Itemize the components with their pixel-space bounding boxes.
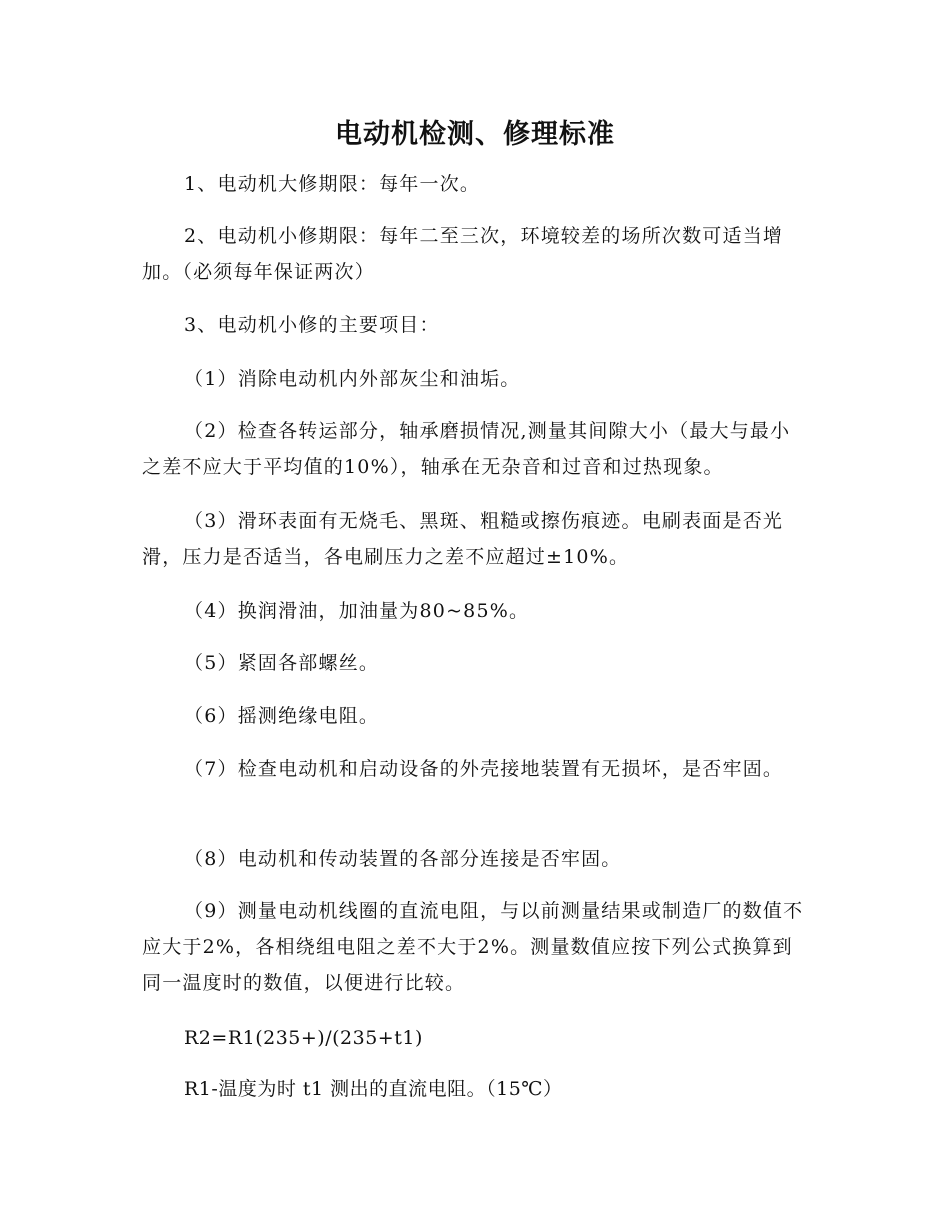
item-8: （8）电动机和传动装置的各部分连接是否牢固。 [184,848,622,870]
paragraph-1: 1、电动机大修期限：每年一次。 [184,173,481,195]
item-3: （3）滑环表面有无烧毛、黑斑、粗糙或擦伤痕迹。电刷表面是否光滑，压力是否适当，各电刷压力之差不应超过±10%。 [142,510,784,568]
item-2: （2）检查各转运部分，轴承磨损情况,测量其间隙大小（最大与最小之差不应大于平均值的10%），轴承在无杂音和过音和过热现象。 [142,420,791,478]
item-9: （9）测量电动机线圈的直流电阻，与以前测量结果或制造厂的数值不应大于2%，各相绕组电阻之差不大于2%。测量数值应按下列公式换算到同一温度时的数值，以便进行比较。 [142,900,804,994]
document-title: 电动机检测、修理标准 [335,119,615,150]
item-4: （4）换润滑油，加油量为80~85%。 [184,600,530,622]
item-7: （7）检查电动机和启动设备的外壳接地装置有无损坏，是否牢固。 [184,758,784,780]
paragraph-3: 3、电动机小修的主要项目： [184,314,440,336]
paragraph-2: 2、电动机小修期限：每年二至三次，环境较差的场所次数可适当增加。（必须每年保证两次） [142,225,784,283]
formula-note: R1-温度为时 t1 测出的直流电阻。（15℃） [184,1078,563,1100]
formula: R2=R1(235+)/(235+t1) [184,1027,423,1049]
item-6: （6）摇测绝缘电阻。 [184,705,380,727]
item-1: （1）消除电动机内外部灰尘和油垢。 [184,368,521,390]
item-5: （5）紧固各部螺丝。 [184,652,380,674]
